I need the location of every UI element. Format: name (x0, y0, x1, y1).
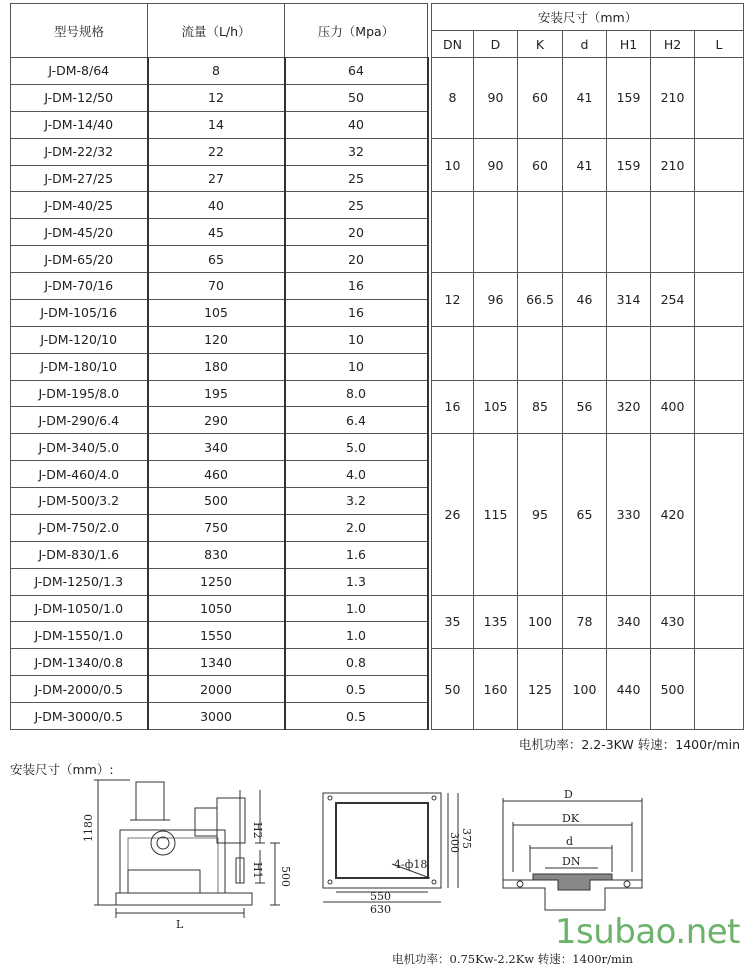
flow-cell: 105 (148, 299, 285, 326)
pressure-cell: 6.4 (285, 407, 428, 434)
flow-cell: 750 (148, 514, 285, 541)
flow-cell: 500 (148, 488, 285, 515)
pressure-cell: 10 (285, 353, 428, 380)
model-cell: J-DM-3000/0.5 (11, 703, 148, 730)
model-cell: J-DM-70/16 (11, 273, 148, 300)
install-dim-cell: 100 (563, 649, 607, 730)
header-pressure: 压力（Mpa） (285, 4, 428, 58)
dim-H1: H1 (251, 862, 264, 879)
pressure-cell: 50 (285, 84, 428, 111)
head-block (195, 808, 217, 836)
model-cell: J-DM-12/50 (11, 84, 148, 111)
motor-housing (136, 782, 164, 820)
table-row (11, 326, 744, 353)
model-cell: J-DM-45/20 (11, 219, 148, 246)
pressure-cell: 10 (285, 326, 428, 353)
install-dim-cell: 159 (607, 58, 651, 139)
model-cell: J-DM-1250/1.3 (11, 568, 148, 595)
install-dim-cell: 46 (563, 273, 607, 327)
table-row (11, 58, 744, 85)
model-cell: J-DM-27/25 (11, 165, 148, 192)
model-cell: J-DM-2000/0.5 (11, 676, 148, 703)
model-cell: J-DM-14/40 (11, 111, 148, 138)
header-install: 安装尺寸（mm） (432, 4, 744, 31)
table-row (11, 380, 744, 407)
model-cell: J-DM-1340/0.8 (11, 649, 148, 676)
table-row (11, 649, 744, 676)
install-dim-cell (432, 192, 474, 273)
model-cell: J-DM-500/3.2 (11, 488, 148, 515)
install-dim-cell: 41 (563, 58, 607, 139)
flow-cell: 340 (148, 434, 285, 461)
install-dim-cell (695, 58, 744, 139)
pressure-cell: 1.6 (285, 541, 428, 568)
install-dim-cell: 60 (518, 58, 563, 139)
dim-630: 630 (370, 903, 391, 916)
pressure-cell: 20 (285, 219, 428, 246)
install-dim-cell: 10 (432, 138, 474, 192)
pressure-cell: 8.0 (285, 380, 428, 407)
install-dim-cell: 78 (563, 595, 607, 649)
install-dim-cell (563, 326, 607, 380)
flow-cell: 1050 (148, 595, 285, 622)
install-dim-cell: 16 (432, 380, 474, 434)
pressure-cell: 16 (285, 273, 428, 300)
subheader-cell: H1 (607, 31, 651, 58)
flow-cell: 290 (148, 407, 285, 434)
flow-cell: 195 (148, 380, 285, 407)
install-dim-cell: 430 (651, 595, 695, 649)
install-dim-cell: 96 (474, 273, 518, 327)
flow-cell: 1250 (148, 568, 285, 595)
model-cell: J-DM-195/8.0 (11, 380, 148, 407)
flow-cell: 1550 (148, 622, 285, 649)
install-dim-cell: 254 (651, 273, 695, 327)
subheader-cell: L (695, 31, 744, 58)
model-cell: J-DM-830/1.6 (11, 541, 148, 568)
install-dim-cell: 210 (651, 58, 695, 139)
install-dim-cell (432, 326, 474, 380)
pressure-cell: 32 (285, 138, 428, 165)
install-dim-cell (563, 192, 607, 273)
install-dim-cell: 35 (432, 595, 474, 649)
install-dim-cell: 125 (518, 649, 563, 730)
install-dim-cell: 160 (474, 649, 518, 730)
header-model: 型号规格 (11, 4, 148, 58)
hole-spec: 4-ф18 (394, 858, 428, 871)
install-dim-cell (695, 273, 744, 327)
pressure-cell: 40 (285, 111, 428, 138)
install-dim-cell (695, 138, 744, 192)
pressure-cell: 2.0 (285, 514, 428, 541)
flow-cell: 830 (148, 541, 285, 568)
subheader-cell: K (518, 31, 563, 58)
flow-cell: 40 (148, 192, 285, 219)
install-dim-cell: 8 (432, 58, 474, 139)
pump-inner (128, 838, 218, 893)
install-dim-cell: 26 (432, 434, 474, 595)
install-dim-cell (695, 595, 744, 649)
dim-H2: H2 (251, 822, 264, 839)
flow-cell: 27 (148, 165, 285, 192)
install-dim-cell (695, 192, 744, 273)
base-top-view (323, 793, 458, 902)
install-dim-cell: 90 (474, 58, 518, 139)
install-dim-cell: 105 (474, 380, 518, 434)
install-dim-cell: 500 (651, 649, 695, 730)
install-dim-cell (651, 192, 695, 273)
install-dim-cell: 440 (607, 649, 651, 730)
base-cutout (128, 870, 200, 893)
subheader-cell: DN (432, 31, 474, 58)
flange-DN-label: DN (562, 855, 581, 868)
pressure-cell: 3.2 (285, 488, 428, 515)
flow-cell: 65 (148, 246, 285, 273)
install-dim-cell: 314 (607, 273, 651, 327)
table-row (11, 273, 744, 300)
dim-550: 550 (370, 890, 391, 903)
install-dim-cell: 41 (563, 138, 607, 192)
table-body (11, 58, 744, 730)
install-dim-cell: 115 (474, 434, 518, 595)
install-dim-cell: 320 (607, 380, 651, 434)
install-label: 安装尺寸（mm）: (10, 762, 114, 777)
table-row (11, 434, 744, 461)
install-dim-cell: 400 (651, 380, 695, 434)
table-row (11, 138, 744, 165)
gear-box (217, 798, 245, 843)
install-dim-cell (518, 192, 563, 273)
model-cell: J-DM-8/64 (11, 58, 148, 85)
install-dim-cell (695, 434, 744, 595)
install-dim-cell: 85 (518, 380, 563, 434)
install-dim-cell (695, 326, 744, 380)
model-cell: J-DM-22/32 (11, 138, 148, 165)
pressure-cell: 25 (285, 165, 428, 192)
model-cell: J-DM-1050/1.0 (11, 595, 148, 622)
pressure-cell: 1.0 (285, 622, 428, 649)
dim-500: 500 (279, 866, 292, 887)
flow-cell: 14 (148, 111, 285, 138)
pump-side-view (94, 780, 280, 918)
flow-cell: 2000 (148, 676, 285, 703)
dim-L: L (176, 918, 184, 931)
model-cell: J-DM-180/10 (11, 353, 148, 380)
install-dim-cell: 420 (651, 434, 695, 595)
install-dim-cell (695, 380, 744, 434)
dim-1180: 1180 (82, 814, 95, 842)
install-dim-cell: 90 (474, 138, 518, 192)
spec-table (10, 3, 744, 730)
pressure-cell: 64 (285, 58, 428, 85)
model-cell: J-DM-290/6.4 (11, 407, 148, 434)
pressure-cell: 1.3 (285, 568, 428, 595)
subheader-cell: H2 (651, 31, 695, 58)
model-cell: J-DM-1550/1.0 (11, 622, 148, 649)
flow-cell: 460 (148, 461, 285, 488)
flow-cell: 70 (148, 273, 285, 300)
pressure-cell: 25 (285, 192, 428, 219)
pressure-cell: 0.5 (285, 703, 428, 730)
pressure-cell: 1.0 (285, 595, 428, 622)
install-dim-cell: 60 (518, 138, 563, 192)
motor-note: 电机功率：2.2-3KW 转速：1400r/min (518, 737, 740, 752)
install-dim-cell (474, 192, 518, 273)
model-cell: J-DM-750/2.0 (11, 514, 148, 541)
flange-DK-label: DK (562, 812, 580, 825)
install-dim-cell: 340 (607, 595, 651, 649)
flow-cell: 1340 (148, 649, 285, 676)
pressure-cell: 16 (285, 299, 428, 326)
table-row (11, 192, 744, 219)
flow-cell: 120 (148, 326, 285, 353)
dim-300: 300 (448, 832, 461, 853)
install-dim-cell (607, 192, 651, 273)
install-dim-cell: 210 (651, 138, 695, 192)
install-dim-cell: 56 (563, 380, 607, 434)
install-dim-cell (695, 649, 744, 730)
install-dim-cell (518, 326, 563, 380)
install-dim-cell: 65 (563, 434, 607, 595)
flow-cell: 3000 (148, 703, 285, 730)
install-dim-cell: 100 (518, 595, 563, 649)
model-cell: J-DM-460/4.0 (11, 461, 148, 488)
pressure-cell: 4.0 (285, 461, 428, 488)
model-cell: J-DM-340/5.0 (11, 434, 148, 461)
pressure-cell: 20 (285, 246, 428, 273)
pressure-cell: 5.0 (285, 434, 428, 461)
dim-375: 375 (460, 828, 473, 849)
flow-cell: 45 (148, 219, 285, 246)
install-dim-cell: 50 (432, 649, 474, 730)
flow-cell: 8 (148, 58, 285, 85)
model-cell: J-DM-120/10 (11, 326, 148, 353)
watermark: 1subao.net (554, 912, 740, 952)
install-dim-cell: 159 (607, 138, 651, 192)
install-dim-cell: 135 (474, 595, 518, 649)
flow-cell: 12 (148, 84, 285, 111)
pump-body (120, 830, 225, 893)
model-cell: J-DM-65/20 (11, 246, 148, 273)
install-dim-cell: 66.5 (518, 273, 563, 327)
flow-port-circle (151, 831, 175, 855)
model-cell: J-DM-105/16 (11, 299, 148, 326)
table-row (11, 595, 744, 622)
subheader-cell: D (474, 31, 518, 58)
flow-cell: 180 (148, 353, 285, 380)
install-dim-cell: 330 (607, 434, 651, 595)
flange-d-label: d (566, 835, 574, 848)
bottom-note: 电机功率：0.75Kw-2.2Kw 转速：1400r/min (392, 952, 633, 966)
flow-cell: 22 (148, 138, 285, 165)
install-dim-cell: 95 (518, 434, 563, 595)
model-cell: J-DM-40/25 (11, 192, 148, 219)
flange-D-label: D (564, 788, 573, 801)
install-dim-cell (607, 326, 651, 380)
subheader-cell: d (563, 31, 607, 58)
header-flow: 流量（L/h） (148, 4, 285, 58)
install-dim-cell (651, 326, 695, 380)
pressure-cell: 0.8 (285, 649, 428, 676)
install-dim-cell (474, 326, 518, 380)
base-plate (116, 893, 252, 905)
pressure-cell: 0.5 (285, 676, 428, 703)
install-dim-cell: 12 (432, 273, 474, 327)
